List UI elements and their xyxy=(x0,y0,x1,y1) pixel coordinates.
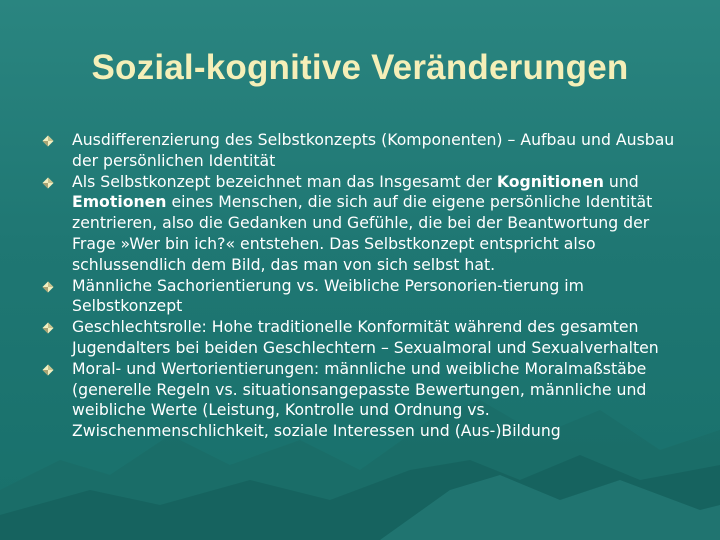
bullet-item xyxy=(42,276,682,318)
bullet-text: Als Selbstkonzept bezeichnet man das Insgesamt der xyxy=(72,171,497,191)
diamond-bullet-icon xyxy=(42,364,54,376)
diamond-bullet-icon xyxy=(42,177,54,189)
bullet-item xyxy=(42,317,682,359)
bullet-text: Männliche Sachorientierung vs. Weibliche Personorien-tierung im Selbstkonzept xyxy=(72,275,584,316)
bullet-emphasis: Kognitionen xyxy=(496,171,604,191)
bullet-item xyxy=(42,172,682,276)
bullet-text: eines Menschen, die sich auf die eigene persönliche Identität zentrieren, also die Gedanken und Gefühle, die bei der Beantwortung der Frage »Wer bin ich?« entstehen. Das Selbstkonzept entspricht also schlussendlich dem Bild, das man von sich selbst hat. xyxy=(72,192,653,274)
bullet-emphasis: Emotionen xyxy=(72,192,167,212)
diamond-bullet-icon xyxy=(42,322,54,334)
diamond-bullet-icon xyxy=(42,135,54,147)
bullet-text: Ausdifferenzierung des Selbstkonzepts (Komponenten) – Aufbau und Ausbau der persönlichen Identität xyxy=(72,130,675,170)
slide-title: Sozial-kognitive Veränderungen xyxy=(91,48,629,87)
bullet-text: Geschlechtsrolle: Hohe traditionelle Konformität während des gesamten Jugendalters bei beiden Geschlechtern – Sexualmoral und Sexualverhalten xyxy=(72,317,659,357)
bullet-item xyxy=(42,130,682,172)
bullet-text: Moral- und Wertorientierungen: männliche und weibliche Moralmaßstäbe (generelle Regeln vs. situationsangepasste Bewertungen, männliche und weibliche Werte (Leistung, Kontrolle und Ordnung vs. Zwischenmenschlichkeit, soziale Interessen und (Aus-)Bildung xyxy=(72,358,647,441)
bullet-item xyxy=(42,359,682,442)
bullet-list xyxy=(42,130,682,442)
diamond-bullet-icon xyxy=(42,281,54,293)
bullet-text: und xyxy=(603,171,639,191)
